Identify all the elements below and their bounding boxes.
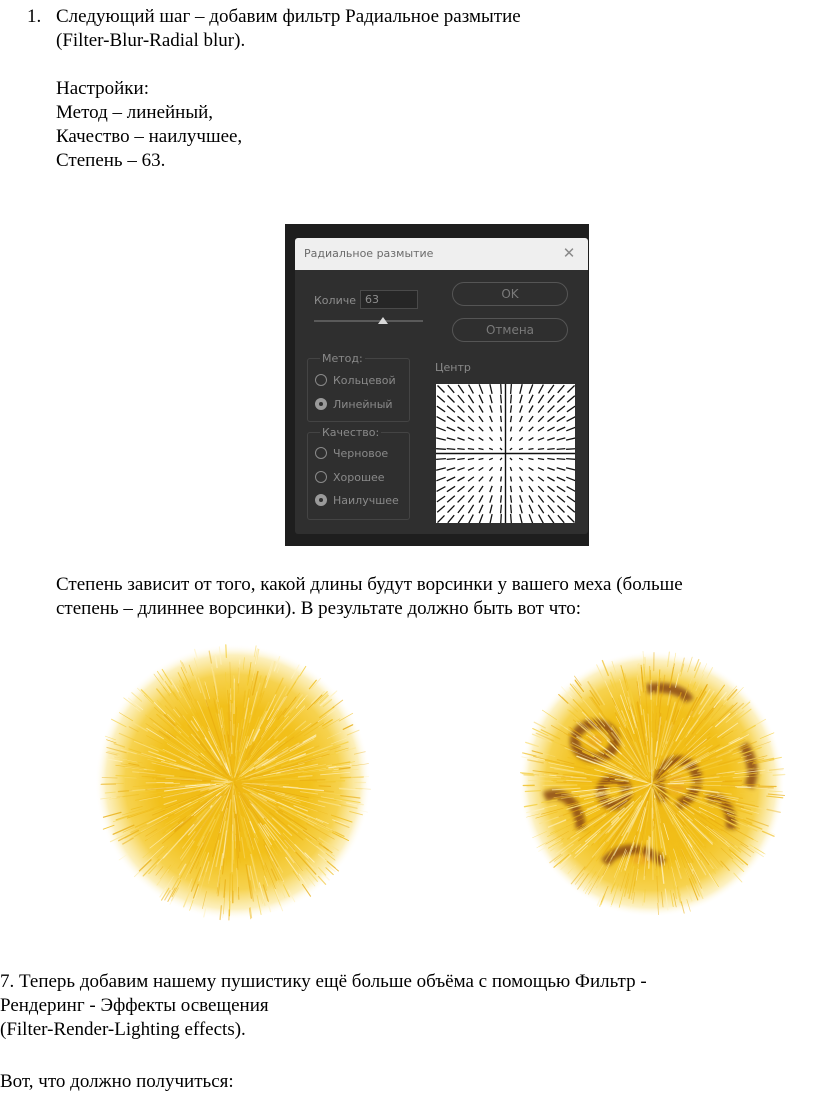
dialog-title: Радиальное размытие xyxy=(304,247,434,260)
step1-filter-path: (Filter-Blur-Radial blur). xyxy=(56,30,246,51)
quality-option-label: Черновое xyxy=(333,447,389,460)
radio-checked-icon xyxy=(315,398,327,410)
method-legend: Метод: xyxy=(322,352,363,365)
close-icon[interactable]: ✕ xyxy=(562,244,576,262)
amount-slider-thumb[interactable] xyxy=(378,317,388,324)
paragraph-line-1: Степень зависит от того, какой длины будут ворсинки у вашего меха (больше xyxy=(56,574,683,595)
amount-label: Количе xyxy=(314,294,356,307)
step1-title: Следующий шаг – добавим фильтр Радиальное размытие xyxy=(56,6,521,27)
setting-quality: Качество – наилучшее, xyxy=(56,126,243,147)
method-group xyxy=(307,352,410,422)
center-label: Центр xyxy=(435,361,471,374)
step7-line-2: Рендеринг - Эффекты освещения xyxy=(0,995,269,1016)
radio-checked-icon xyxy=(315,494,327,506)
settings-heading: Настройки: xyxy=(56,78,149,99)
quality-option-label: Наилучшее xyxy=(333,494,399,507)
ok-button[interactable]: OK xyxy=(452,282,568,306)
step7-line-3: (Filter-Render-Lighting effects). xyxy=(0,1019,246,1040)
quality-group xyxy=(307,426,410,520)
quality-option-label: Хорошее xyxy=(333,471,385,484)
method-option-label: Линейный xyxy=(333,398,393,411)
step1-number: 1. xyxy=(27,6,42,27)
amount-input[interactable] xyxy=(360,290,418,309)
yellow-fur-ball-image xyxy=(93,642,373,922)
radial-blur-dialog xyxy=(295,238,588,534)
method-option-label: Кольцевой xyxy=(333,374,396,387)
spotted-fur-ball-image xyxy=(517,649,787,919)
radio-unchecked-icon xyxy=(315,447,327,459)
blur-center-preview[interactable] xyxy=(436,384,575,523)
amount-slider[interactable] xyxy=(314,320,423,322)
step7-line-1: 7. Теперь добавим нашему пушистику ещё больше объёма с помощью Фильтр - xyxy=(0,971,647,992)
radio-unchecked-icon xyxy=(315,374,327,386)
final-line: Вот, что должно получиться: xyxy=(0,1071,234,1092)
dialog-titlebar xyxy=(295,238,588,270)
setting-method: Метод – линейный, xyxy=(56,102,214,123)
radio-unchecked-icon xyxy=(315,471,327,483)
cancel-button[interactable]: Отмена xyxy=(452,318,568,342)
quality-legend: Качество: xyxy=(322,426,380,439)
paragraph-line-2: степень – длиннее ворсинки). В результате должно быть вот что: xyxy=(56,598,582,619)
setting-amount: Степень – 63. xyxy=(56,150,166,171)
